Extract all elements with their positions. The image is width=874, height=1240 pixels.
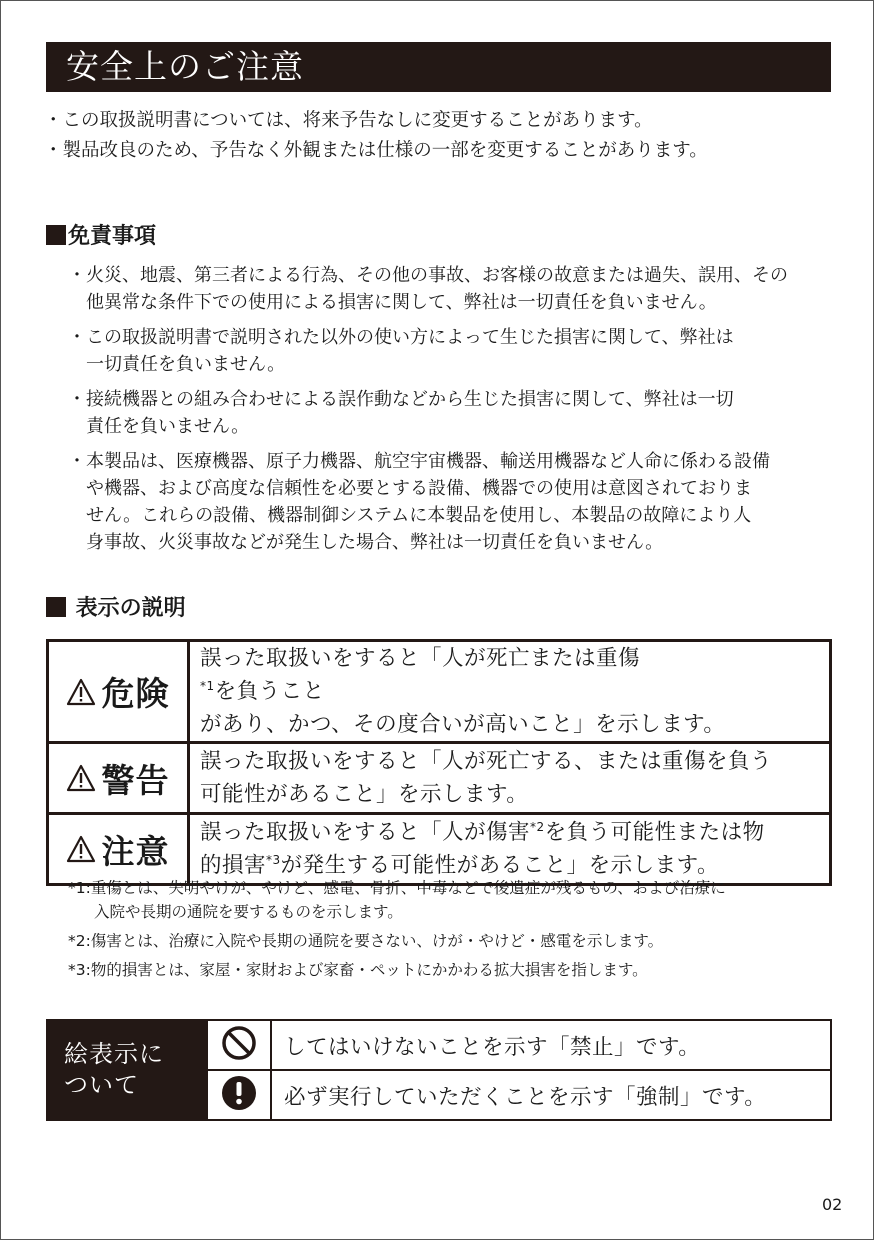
signal-label-warning: 警告	[48, 743, 189, 814]
signal-description: 誤った取扱いをすると「人が死亡する、または重傷を負う 可能性があること」を示します。	[189, 743, 831, 814]
prohibit-cell	[207, 1020, 271, 1070]
signal-description: 誤った取扱いをすると「人が傷害$^{*2}$を負う可能性または物 的損害$^{*3}$が発生する可能性があること」を示します。	[189, 814, 831, 885]
table-row	[48, 641, 831, 743]
prohibit-text: してはいけないことを示す「禁止」です。	[271, 1020, 831, 1070]
square-bullet-icon	[46, 225, 66, 245]
table-row	[48, 814, 831, 885]
signal-label-danger: 危険	[48, 641, 189, 743]
page-number: 02	[822, 1195, 843, 1214]
list-item: ・ 接続機器との組み合わせによる誤作動などから生じた損害に関して、弊社は一切 責任を負いません。	[68, 389, 734, 437]
footnote: *3:物的損害とは、家屋・家財および家畜・ペットにかかわる拡大損害を指します。	[68, 961, 648, 979]
warning-triangle-icon	[66, 764, 96, 792]
warning-triangle-icon	[66, 678, 96, 706]
display-heading: 表示の説明	[46, 594, 186, 624]
list-item: ・ 火災、地震、第三者による行為、その他の事故、お客様の故意または過失、誤用、その 他異常な条件下での使用による損害に関して、弊社は一切責任を負いません。	[68, 265, 788, 313]
footnote: *1:重傷とは、失明やけが、やけど、感電、骨折、中毒などで後遺症が残るもの、および治療に 入院や長期の通院を要するものを示します。	[68, 879, 726, 921]
disclaimer-list	[66, 262, 836, 564]
signal-word-table	[46, 639, 832, 886]
pictogram-heading: 絵表示に ついて	[47, 1020, 207, 1120]
signal-description: 誤った取扱いをすると「人が死亡または重傷 $^{*1}$を負うこと があり、かつ、その度合いが高いこと」を示します。	[189, 641, 831, 743]
list-item: ・ この取扱説明書で説明された以外の使い方によって生じた損害に関して、弊社は 一切責任を負いません。	[68, 327, 734, 375]
list-item: ・ 本製品は、医療機器、原子力機器、航空宇宙機器、輸送用機器など人命に係わる設備 や機器、および高度な信頼性を必要とする設備、機器での使用は意図されておりま せん。これらの設備、機器制御システムに本製品を使用し、本製品の故障により人 身事故、火災事故などが発生した場合、弊社は一切責任を負いません。	[68, 451, 770, 553]
signal-label-caution: 注意	[48, 814, 189, 885]
intro-notes	[44, 106, 834, 166]
table-row	[47, 1020, 831, 1070]
square-bullet-icon	[46, 597, 66, 617]
footnotes	[68, 876, 838, 987]
prohibition-icon	[221, 1025, 257, 1061]
page-title-bar	[46, 42, 831, 92]
footnote: *2:傷害とは、治療に入院や長期の通院を要さない、けが・やけど・感電を示します。	[68, 932, 664, 950]
warning-triangle-icon	[66, 835, 96, 863]
mandatory-text: 必ず実行していただくことを示す「強制」です。	[271, 1070, 831, 1120]
disclaimer-heading: 免責事項	[46, 222, 156, 252]
pictogram-table	[46, 1019, 832, 1121]
page-title: 安全上のご注意	[66, 47, 304, 86]
intro-line: ・この取扱説明書については、将来予告なしに変更することがあります。	[44, 110, 653, 131]
intro-line: ・製品改良のため、予告なく外観または仕様の一部を変更することがあります。	[44, 140, 708, 161]
exclamation-icon	[221, 1075, 257, 1111]
table-row	[48, 743, 831, 814]
mandatory-cell	[207, 1070, 271, 1120]
